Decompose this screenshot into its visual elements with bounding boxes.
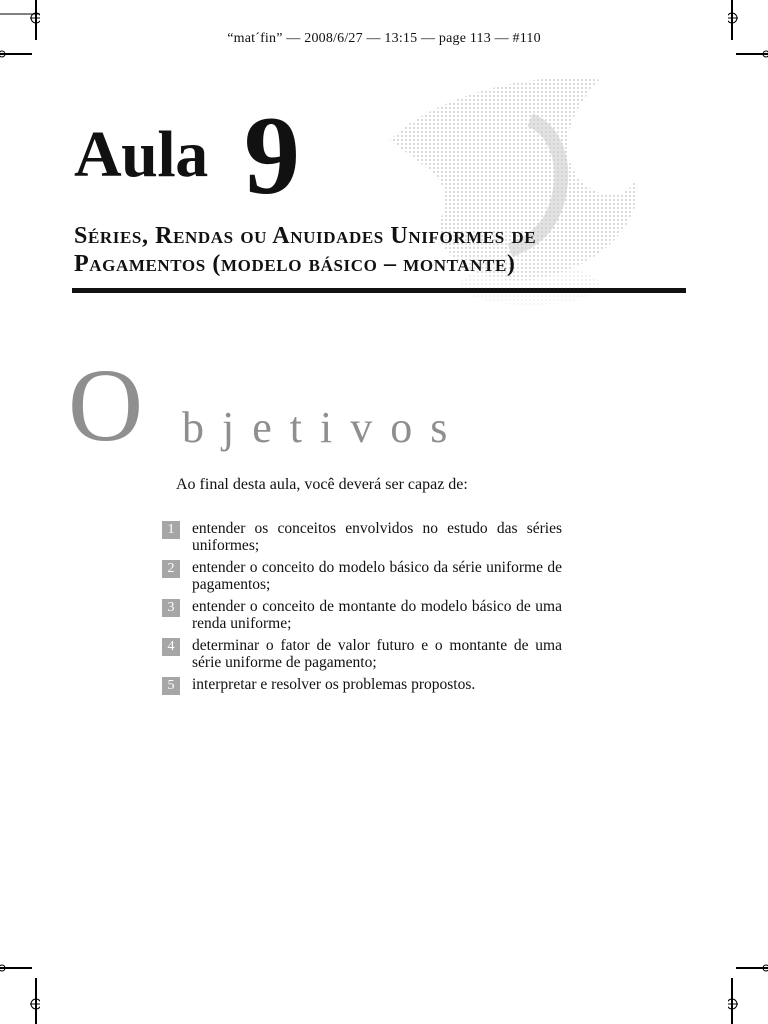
objective-text: entender o conceito do modelo básico da série uniforme de pagamentos; xyxy=(192,559,562,593)
objective-number-badge: 2 xyxy=(162,560,180,578)
objectives-heading-initial: O xyxy=(68,348,144,463)
objective-item-3 xyxy=(162,598,562,632)
objective-number-badge: 4 xyxy=(162,638,180,656)
crop-mark-left-lower-icon xyxy=(0,960,40,980)
objective-text: interpretar e resolver os problemas propostos. xyxy=(192,676,476,693)
objective-number-badge: 3 xyxy=(162,599,180,617)
objective-item-5 xyxy=(162,676,562,693)
lesson-number: 9 xyxy=(244,94,300,218)
crop-mark-bottom-left-icon xyxy=(0,978,40,1024)
objective-item-2 xyxy=(162,559,562,593)
lesson-subtitle xyxy=(74,222,694,278)
objectives-intro: Ao final desta aula, você deverá ser capaz de: xyxy=(176,476,468,493)
objective-number-badge: 5 xyxy=(162,677,180,695)
running-head: “mat´fin” — 2008/6/27 — 13:15 — page 113 — #110 xyxy=(227,31,541,46)
title-divider xyxy=(72,288,686,293)
lesson-subtitle-line-1: Séries, Rendas ou Anuidades Uniformes de xyxy=(74,223,537,249)
objective-item-1 xyxy=(162,520,562,554)
objective-item-4 xyxy=(162,637,562,671)
objectives-heading-rest: bjetivos xyxy=(182,403,466,452)
lesson-word: Aula xyxy=(74,118,208,191)
objective-number-badge: 1 xyxy=(162,521,180,539)
objective-text: entender os conceitos envolvidos no estudo das séries uniformes; xyxy=(192,520,562,554)
crop-mark-bottom-right-icon xyxy=(728,978,768,1024)
objectives-list xyxy=(162,520,562,698)
crop-mark-right-lower-icon xyxy=(736,960,768,980)
objective-text: determinar o fator de valor futuro e o montante de uma série uniforme de pagamento; xyxy=(192,637,562,671)
lesson-subtitle-line-2: Pagamentos (modelo básico – montante) xyxy=(74,251,516,277)
objective-text: entender o conceito de montante do modelo básico de uma renda uniforme; xyxy=(192,598,562,632)
